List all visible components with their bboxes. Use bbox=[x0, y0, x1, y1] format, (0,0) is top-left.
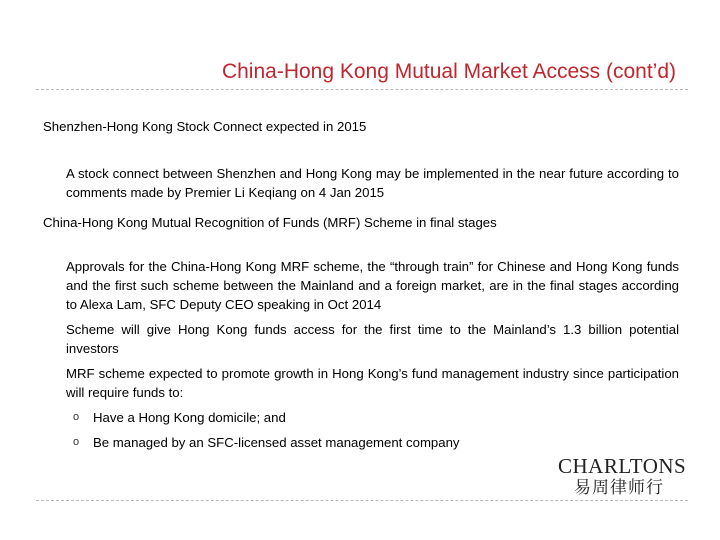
sub-bullet-item bbox=[43, 408, 679, 427]
section-heading-mrf: China-Hong Kong Mutual Recognition of Funds (MRF) Scheme in final stages bbox=[43, 215, 497, 230]
sub-bullet-icon: o bbox=[73, 411, 80, 423]
bullet-item bbox=[43, 364, 679, 402]
bullet-text: MRF scheme expected to promote growth in Hong Kong’s fund management industry since participation will require funds to: bbox=[66, 366, 679, 400]
bullet-item bbox=[43, 257, 679, 314]
logo-name-zh: 易周律师行 bbox=[574, 478, 664, 497]
logo-name-en: CHARLTONS bbox=[558, 454, 687, 478]
slide-body bbox=[43, 117, 679, 458]
sub-bullet-item bbox=[43, 433, 679, 452]
top-divider bbox=[36, 89, 688, 90]
bullet-text: Scheme will give Hong Kong funds access for the first time to the Mainland’s 1.3 billion potential investors bbox=[66, 322, 679, 356]
bullet-text: Approvals for the China-Hong Kong MRF scheme, the “through train” for Chinese and Hong Kong funds and the first such scheme between the Mainland and a foreign market, are in the final stages according to Alexa Lam, SFC Deputy CEO speaking in Oct 2014 bbox=[66, 259, 679, 312]
bullet-item bbox=[43, 164, 679, 202]
bottom-divider bbox=[36, 500, 688, 501]
slide-title: China-Hong Kong Mutual Market Access (cont’d) bbox=[221, 60, 676, 83]
sub-bullet-icon: o bbox=[73, 436, 80, 448]
sub-bullet-text: Be managed by an SFC-licensed asset management company bbox=[93, 435, 460, 450]
bullet-text: A stock connect between Shenzhen and Hong Kong may be implemented in the near future according to comments made by Premier Li Keqiang on 4 Jan 2015 bbox=[66, 166, 679, 200]
sub-bullet-text: Have a Hong Kong domicile; and bbox=[93, 410, 286, 425]
charltons-logo bbox=[558, 454, 687, 498]
section-heading-stock-connect: Shenzhen-Hong Kong Stock Connect expected in 2015 bbox=[43, 119, 367, 134]
bullet-item bbox=[43, 320, 679, 358]
